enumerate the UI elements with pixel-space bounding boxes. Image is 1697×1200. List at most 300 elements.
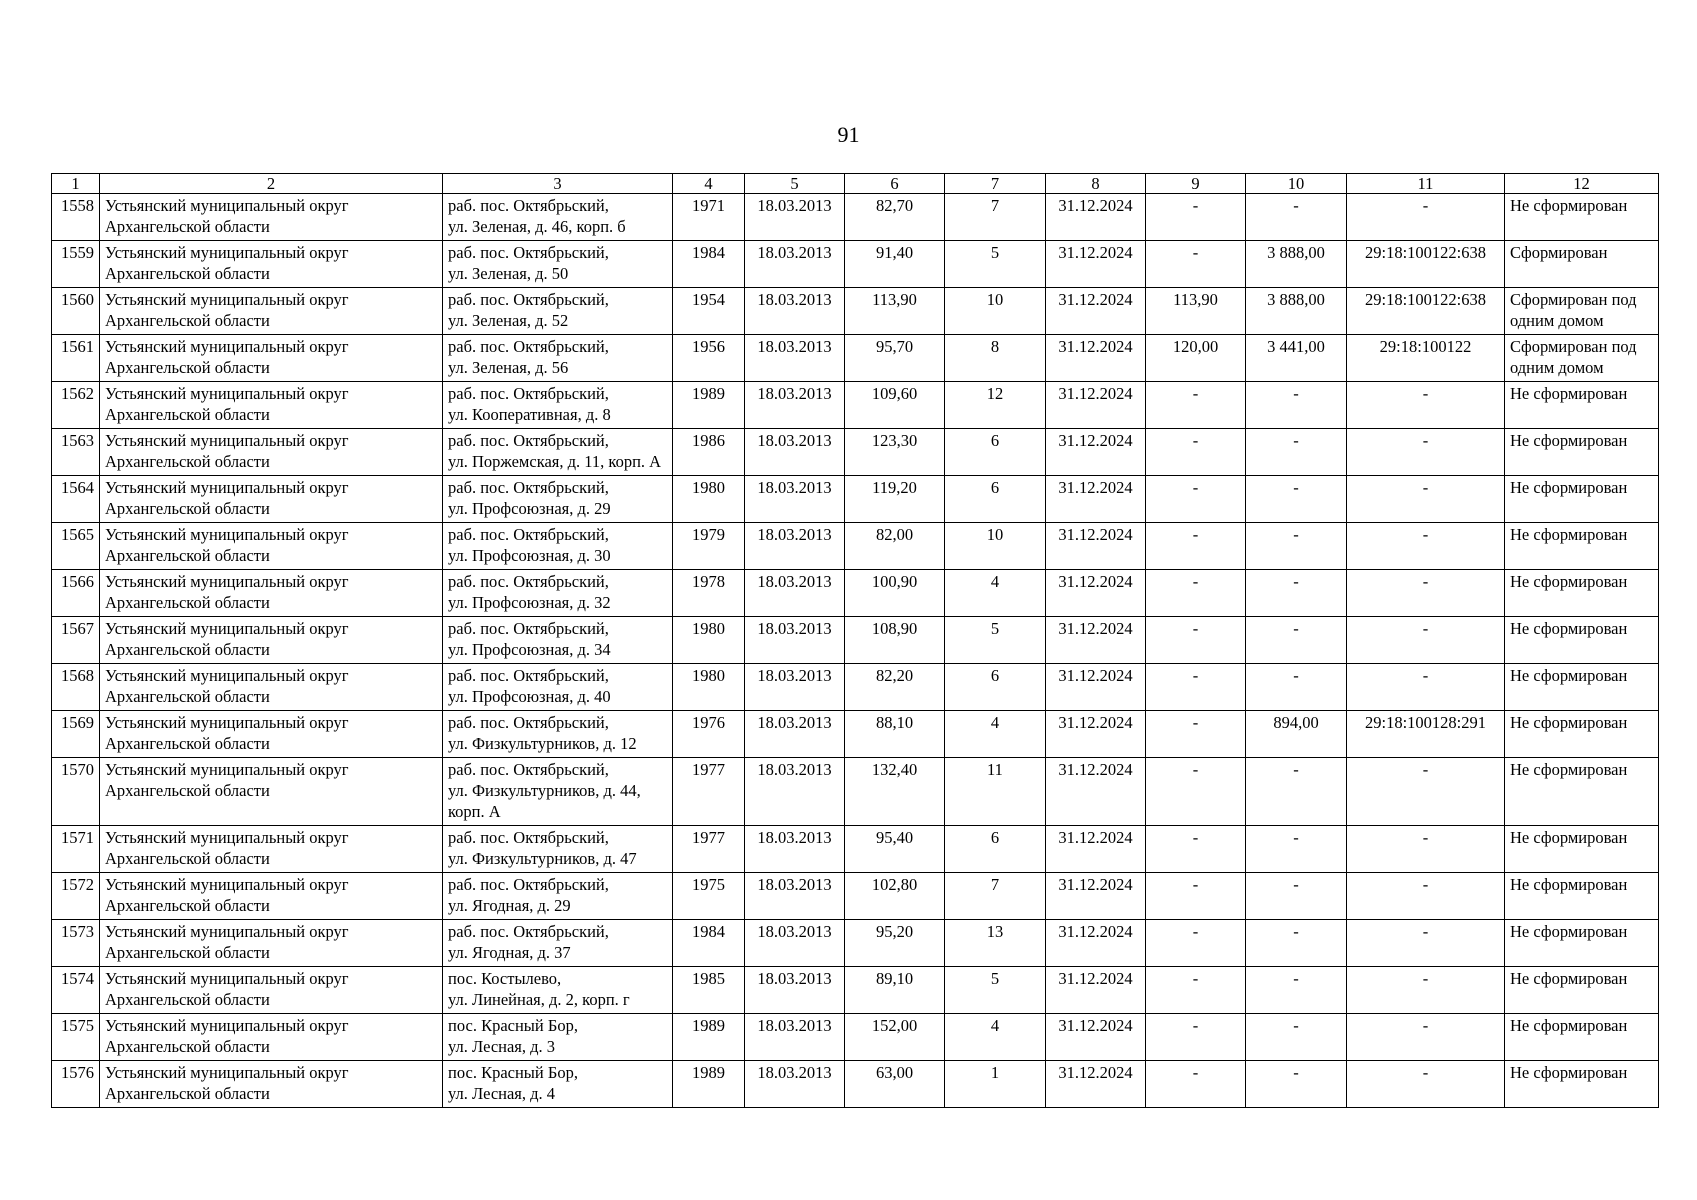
year-cell: 1989 bbox=[673, 382, 745, 429]
column-9-cell: - bbox=[1146, 711, 1246, 758]
count-cell: 10 bbox=[945, 523, 1046, 570]
table-row bbox=[52, 617, 1659, 664]
year-cell: 1984 bbox=[673, 241, 745, 288]
area-cell: 108,90 bbox=[845, 617, 945, 664]
column-9-cell: - bbox=[1146, 429, 1246, 476]
owner-cell: Устьянский муниципальный округ Архангельской области bbox=[100, 617, 443, 664]
cadastral-number-cell: - bbox=[1347, 1014, 1505, 1061]
end-date-cell: 31.12.2024 bbox=[1046, 1061, 1146, 1108]
row-number: 1563 bbox=[52, 429, 100, 476]
address-cell bbox=[443, 920, 673, 967]
cadastral-number-cell: 29:18:100128:291 bbox=[1347, 711, 1505, 758]
column-10-cell: - bbox=[1246, 194, 1347, 241]
owner-cell: Устьянский муниципальный округ Архангельской области bbox=[100, 920, 443, 967]
table-row bbox=[52, 920, 1659, 967]
column-9-cell: - bbox=[1146, 194, 1246, 241]
area-cell: 95,40 bbox=[845, 826, 945, 873]
area-cell: 100,90 bbox=[845, 570, 945, 617]
cadastral-number-cell: - bbox=[1347, 664, 1505, 711]
address-cell bbox=[443, 711, 673, 758]
address-cell bbox=[443, 1014, 673, 1061]
owner-cell: Устьянский муниципальный округ Архангельской области bbox=[100, 288, 443, 335]
address-line-2: ул. Физкультурников, д. 44, корп. А bbox=[448, 781, 641, 821]
row-number: 1566 bbox=[52, 570, 100, 617]
column-9-cell: 113,90 bbox=[1146, 288, 1246, 335]
area-cell: 132,40 bbox=[845, 758, 945, 826]
address-line-2: ул. Физкультурников, д. 12 bbox=[448, 734, 637, 753]
address-line-2: ул. Лесная, д. 4 bbox=[448, 1084, 556, 1103]
status-cell: Сформирован под одним домом bbox=[1505, 288, 1659, 335]
date-cell: 18.03.2013 bbox=[745, 873, 845, 920]
cadastral-number-cell: - bbox=[1347, 476, 1505, 523]
status-cell: Не сформирован bbox=[1505, 664, 1659, 711]
address-line-2: ул. Зеленая, д. 50 bbox=[448, 264, 569, 283]
address-line-2: ул. Лесная, д. 3 bbox=[448, 1037, 556, 1056]
area-cell: 152,00 bbox=[845, 1014, 945, 1061]
end-date-cell: 31.12.2024 bbox=[1046, 967, 1146, 1014]
column-9-cell: - bbox=[1146, 1014, 1246, 1061]
address-cell bbox=[443, 429, 673, 476]
status-cell: Сформирован под одним домом bbox=[1505, 335, 1659, 382]
area-cell: 89,10 bbox=[845, 967, 945, 1014]
column-9-cell: - bbox=[1146, 570, 1246, 617]
column-10-cell: 3 888,00 bbox=[1246, 288, 1347, 335]
address-cell bbox=[443, 241, 673, 288]
cadastral-number-cell: 29:18:100122 bbox=[1347, 335, 1505, 382]
table-row bbox=[52, 288, 1659, 335]
status-cell: Не сформирован bbox=[1505, 826, 1659, 873]
date-cell: 18.03.2013 bbox=[745, 194, 845, 241]
date-cell: 18.03.2013 bbox=[745, 241, 845, 288]
count-cell: 4 bbox=[945, 570, 1046, 617]
end-date-cell: 31.12.2024 bbox=[1046, 335, 1146, 382]
address-line-2: ул. Профсоюзная, д. 32 bbox=[448, 593, 611, 612]
owner-cell: Устьянский муниципальный округ Архангельской области bbox=[100, 429, 443, 476]
table-row bbox=[52, 873, 1659, 920]
column-header: 4 bbox=[673, 174, 745, 194]
area-cell: 123,30 bbox=[845, 429, 945, 476]
address-cell bbox=[443, 758, 673, 826]
cadastral-number-cell: - bbox=[1347, 1061, 1505, 1108]
area-cell: 95,70 bbox=[845, 335, 945, 382]
address-cell bbox=[443, 288, 673, 335]
end-date-cell: 31.12.2024 bbox=[1046, 429, 1146, 476]
row-number: 1561 bbox=[52, 335, 100, 382]
year-cell: 1971 bbox=[673, 194, 745, 241]
column-10-cell: - bbox=[1246, 617, 1347, 664]
date-cell: 18.03.2013 bbox=[745, 826, 845, 873]
address-cell bbox=[443, 476, 673, 523]
count-cell: 4 bbox=[945, 1014, 1046, 1061]
address-line-1: раб. пос. Октябрьский, bbox=[448, 922, 609, 941]
housing-registry-table bbox=[51, 173, 1659, 1108]
column-10-cell: - bbox=[1246, 476, 1347, 523]
column-header: 11 bbox=[1347, 174, 1505, 194]
cadastral-number-cell: 29:18:100122:638 bbox=[1347, 241, 1505, 288]
address-line-2: ул. Поржемская, д. 11, корп. А bbox=[448, 452, 662, 471]
count-cell: 7 bbox=[945, 194, 1046, 241]
owner-cell: Устьянский муниципальный округ Архангельской области bbox=[100, 826, 443, 873]
end-date-cell: 31.12.2024 bbox=[1046, 476, 1146, 523]
page-number: 91 bbox=[837, 122, 860, 147]
address-line-2: ул. Кооперативная, д. 8 bbox=[448, 405, 611, 424]
address-line-1: раб. пос. Октябрьский, bbox=[448, 243, 609, 262]
address-line-2: ул. Профсоюзная, д. 34 bbox=[448, 640, 611, 659]
status-cell: Не сформирован bbox=[1505, 194, 1659, 241]
row-number: 1571 bbox=[52, 826, 100, 873]
area-cell: 88,10 bbox=[845, 711, 945, 758]
date-cell: 18.03.2013 bbox=[745, 382, 845, 429]
area-cell: 63,00 bbox=[845, 1061, 945, 1108]
count-cell: 12 bbox=[945, 382, 1046, 429]
year-cell: 1984 bbox=[673, 920, 745, 967]
address-line-1: раб. пос. Октябрьский, bbox=[448, 828, 609, 847]
address-line-1: пос. Костылево, bbox=[448, 969, 562, 988]
address-cell bbox=[443, 382, 673, 429]
count-cell: 1 bbox=[945, 1061, 1046, 1108]
date-cell: 18.03.2013 bbox=[745, 617, 845, 664]
date-cell: 18.03.2013 bbox=[745, 967, 845, 1014]
status-cell: Не сформирован bbox=[1505, 873, 1659, 920]
owner-cell: Устьянский муниципальный округ Архангельской области bbox=[100, 335, 443, 382]
column-10-cell: 3 888,00 bbox=[1246, 241, 1347, 288]
column-9-cell: - bbox=[1146, 476, 1246, 523]
header-row bbox=[52, 174, 1659, 194]
column-10-cell: 894,00 bbox=[1246, 711, 1347, 758]
row-number: 1567 bbox=[52, 617, 100, 664]
table-row bbox=[52, 429, 1659, 476]
year-cell: 1989 bbox=[673, 1014, 745, 1061]
table-row bbox=[52, 382, 1659, 429]
owner-cell: Устьянский муниципальный округ Архангельской области bbox=[100, 570, 443, 617]
owner-cell: Устьянский муниципальный округ Архангельской области bbox=[100, 758, 443, 826]
cadastral-number-cell: - bbox=[1347, 194, 1505, 241]
address-line-1: раб. пос. Октябрьский, bbox=[448, 290, 609, 309]
address-line-1: пос. Красный Бор, bbox=[448, 1063, 578, 1082]
row-number: 1568 bbox=[52, 664, 100, 711]
cadastral-number-cell: - bbox=[1347, 429, 1505, 476]
area-cell: 91,40 bbox=[845, 241, 945, 288]
row-number: 1565 bbox=[52, 523, 100, 570]
owner-cell: Устьянский муниципальный округ Архангельской области bbox=[100, 711, 443, 758]
end-date-cell: 31.12.2024 bbox=[1046, 617, 1146, 664]
status-cell: Не сформирован bbox=[1505, 429, 1659, 476]
count-cell: 6 bbox=[945, 664, 1046, 711]
column-10-cell: 3 441,00 bbox=[1246, 335, 1347, 382]
year-cell: 1978 bbox=[673, 570, 745, 617]
count-cell: 6 bbox=[945, 429, 1046, 476]
area-cell: 109,60 bbox=[845, 382, 945, 429]
count-cell: 5 bbox=[945, 241, 1046, 288]
count-cell: 5 bbox=[945, 617, 1046, 664]
column-header: 6 bbox=[845, 174, 945, 194]
year-cell: 1980 bbox=[673, 617, 745, 664]
area-cell: 82,70 bbox=[845, 194, 945, 241]
column-9-cell: - bbox=[1146, 826, 1246, 873]
table-row bbox=[52, 1061, 1659, 1108]
area-cell: 102,80 bbox=[845, 873, 945, 920]
end-date-cell: 31.12.2024 bbox=[1046, 288, 1146, 335]
address-cell bbox=[443, 335, 673, 382]
column-10-cell: - bbox=[1246, 1061, 1347, 1108]
year-cell: 1985 bbox=[673, 967, 745, 1014]
table-row bbox=[52, 967, 1659, 1014]
end-date-cell: 31.12.2024 bbox=[1046, 1014, 1146, 1061]
count-cell: 10 bbox=[945, 288, 1046, 335]
owner-cell: Устьянский муниципальный округ Архангельской области bbox=[100, 194, 443, 241]
row-number: 1569 bbox=[52, 711, 100, 758]
end-date-cell: 31.12.2024 bbox=[1046, 920, 1146, 967]
address-line-1: раб. пос. Октябрьский, bbox=[448, 478, 609, 497]
column-9-cell: - bbox=[1146, 1061, 1246, 1108]
area-cell: 95,20 bbox=[845, 920, 945, 967]
row-number: 1558 bbox=[52, 194, 100, 241]
status-cell: Сформирован bbox=[1505, 241, 1659, 288]
column-9-cell: - bbox=[1146, 758, 1246, 826]
row-number: 1562 bbox=[52, 382, 100, 429]
row-number: 1573 bbox=[52, 920, 100, 967]
address-cell bbox=[443, 617, 673, 664]
end-date-cell: 31.12.2024 bbox=[1046, 241, 1146, 288]
year-cell: 1977 bbox=[673, 826, 745, 873]
address-line-2: ул. Профсоюзная, д. 29 bbox=[448, 499, 611, 518]
address-line-1: раб. пос. Октябрьский, bbox=[448, 619, 609, 638]
address-line-2: ул. Физкультурников, д. 47 bbox=[448, 849, 637, 868]
end-date-cell: 31.12.2024 bbox=[1046, 873, 1146, 920]
column-10-cell: - bbox=[1246, 1014, 1347, 1061]
date-cell: 18.03.2013 bbox=[745, 523, 845, 570]
row-number: 1559 bbox=[52, 241, 100, 288]
address-line-1: раб. пос. Октябрьский, bbox=[448, 384, 609, 403]
area-cell: 119,20 bbox=[845, 476, 945, 523]
address-line-1: раб. пос. Октябрьский, bbox=[448, 713, 609, 732]
status-cell: Не сформирован bbox=[1505, 382, 1659, 429]
column-9-cell: 120,00 bbox=[1146, 335, 1246, 382]
owner-cell: Устьянский муниципальный округ Архангельской области bbox=[100, 523, 443, 570]
count-cell: 7 bbox=[945, 873, 1046, 920]
area-cell: 82,20 bbox=[845, 664, 945, 711]
column-9-cell: - bbox=[1146, 967, 1246, 1014]
status-cell: Не сформирован bbox=[1505, 967, 1659, 1014]
cadastral-number-cell: 29:18:100122:638 bbox=[1347, 288, 1505, 335]
address-cell bbox=[443, 826, 673, 873]
column-header: 12 bbox=[1505, 174, 1659, 194]
table-row bbox=[52, 664, 1659, 711]
column-9-cell: - bbox=[1146, 873, 1246, 920]
count-cell: 8 bbox=[945, 335, 1046, 382]
table-row bbox=[52, 523, 1659, 570]
year-cell: 1989 bbox=[673, 1061, 745, 1108]
owner-cell: Устьянский муниципальный округ Архангельской области bbox=[100, 664, 443, 711]
date-cell: 18.03.2013 bbox=[745, 758, 845, 826]
end-date-cell: 31.12.2024 bbox=[1046, 664, 1146, 711]
address-line-2: ул. Линейная, д. 2, корп. г bbox=[448, 990, 630, 1009]
owner-cell: Устьянский муниципальный округ Архангельской области bbox=[100, 241, 443, 288]
date-cell: 18.03.2013 bbox=[745, 570, 845, 617]
column-10-cell: - bbox=[1246, 826, 1347, 873]
table-row bbox=[52, 758, 1659, 826]
column-9-cell: - bbox=[1146, 241, 1246, 288]
column-10-cell: - bbox=[1246, 664, 1347, 711]
address-line-1: пос. Красный Бор, bbox=[448, 1016, 578, 1035]
status-cell: Не сформирован bbox=[1505, 1014, 1659, 1061]
address-line-1: раб. пос. Октябрьский, bbox=[448, 875, 609, 894]
address-line-2: ул. Зеленая, д. 52 bbox=[448, 311, 569, 330]
date-cell: 18.03.2013 bbox=[745, 920, 845, 967]
year-cell: 1980 bbox=[673, 664, 745, 711]
owner-cell: Устьянский муниципальный округ Архангельской области bbox=[100, 873, 443, 920]
end-date-cell: 31.12.2024 bbox=[1046, 758, 1146, 826]
column-10-cell: - bbox=[1246, 570, 1347, 617]
address-line-1: раб. пос. Октябрьский, bbox=[448, 572, 609, 591]
table-row bbox=[52, 1014, 1659, 1061]
address-line-1: раб. пос. Октябрьский, bbox=[448, 666, 609, 685]
date-cell: 18.03.2013 bbox=[745, 664, 845, 711]
cadastral-number-cell: - bbox=[1347, 758, 1505, 826]
column-10-cell: - bbox=[1246, 967, 1347, 1014]
status-cell: Не сформирован bbox=[1505, 570, 1659, 617]
cadastral-number-cell: - bbox=[1347, 967, 1505, 1014]
date-cell: 18.03.2013 bbox=[745, 335, 845, 382]
table-row bbox=[52, 826, 1659, 873]
status-cell: Не сформирован bbox=[1505, 617, 1659, 664]
status-cell: Не сформирован bbox=[1505, 523, 1659, 570]
column-header: 9 bbox=[1146, 174, 1246, 194]
row-number: 1564 bbox=[52, 476, 100, 523]
column-10-cell: - bbox=[1246, 523, 1347, 570]
address-cell bbox=[443, 194, 673, 241]
end-date-cell: 31.12.2024 bbox=[1046, 711, 1146, 758]
area-cell: 113,90 bbox=[845, 288, 945, 335]
owner-cell: Устьянский муниципальный округ Архангельской области bbox=[100, 1061, 443, 1108]
table-row bbox=[52, 335, 1659, 382]
owner-cell: Устьянский муниципальный округ Архангельской области bbox=[100, 382, 443, 429]
row-number: 1570 bbox=[52, 758, 100, 826]
column-9-cell: - bbox=[1146, 382, 1246, 429]
column-header: 7 bbox=[945, 174, 1046, 194]
column-10-cell: - bbox=[1246, 429, 1347, 476]
end-date-cell: 31.12.2024 bbox=[1046, 523, 1146, 570]
column-10-cell: - bbox=[1246, 382, 1347, 429]
end-date-cell: 31.12.2024 bbox=[1046, 826, 1146, 873]
cadastral-number-cell: - bbox=[1347, 382, 1505, 429]
address-cell bbox=[443, 570, 673, 617]
cadastral-number-cell: - bbox=[1347, 826, 1505, 873]
owner-cell: Устьянский муниципальный округ Архангельской области bbox=[100, 967, 443, 1014]
status-cell: Не сформирован bbox=[1505, 476, 1659, 523]
column-header: 3 bbox=[443, 174, 673, 194]
year-cell: 1986 bbox=[673, 429, 745, 476]
address-cell bbox=[443, 873, 673, 920]
address-line-1: раб. пос. Октябрьский, bbox=[448, 196, 609, 215]
year-cell: 1980 bbox=[673, 476, 745, 523]
end-date-cell: 31.12.2024 bbox=[1046, 570, 1146, 617]
cadastral-number-cell: - bbox=[1347, 873, 1505, 920]
table-row bbox=[52, 194, 1659, 241]
column-header: 10 bbox=[1246, 174, 1347, 194]
table-row bbox=[52, 476, 1659, 523]
row-number: 1575 bbox=[52, 1014, 100, 1061]
count-cell: 5 bbox=[945, 967, 1046, 1014]
column-9-cell: - bbox=[1146, 920, 1246, 967]
column-9-cell: - bbox=[1146, 664, 1246, 711]
column-9-cell: - bbox=[1146, 617, 1246, 664]
date-cell: 18.03.2013 bbox=[745, 711, 845, 758]
table-row bbox=[52, 711, 1659, 758]
row-number: 1572 bbox=[52, 873, 100, 920]
column-header: 2 bbox=[100, 174, 443, 194]
owner-cell: Устьянский муниципальный округ Архангельской области bbox=[100, 1014, 443, 1061]
address-line-2: ул. Профсоюзная, д. 40 bbox=[448, 687, 611, 706]
year-cell: 1976 bbox=[673, 711, 745, 758]
end-date-cell: 31.12.2024 bbox=[1046, 382, 1146, 429]
year-cell: 1954 bbox=[673, 288, 745, 335]
date-cell: 18.03.2013 bbox=[745, 288, 845, 335]
column-header: 1 bbox=[52, 174, 100, 194]
cadastral-number-cell: - bbox=[1347, 570, 1505, 617]
row-number: 1574 bbox=[52, 967, 100, 1014]
column-10-cell: - bbox=[1246, 920, 1347, 967]
date-cell: 18.03.2013 bbox=[745, 476, 845, 523]
cadastral-number-cell: - bbox=[1347, 617, 1505, 664]
column-10-cell: - bbox=[1246, 758, 1347, 826]
table-row bbox=[52, 570, 1659, 617]
date-cell: 18.03.2013 bbox=[745, 1061, 845, 1108]
status-cell: Не сформирован bbox=[1505, 711, 1659, 758]
area-cell: 82,00 bbox=[845, 523, 945, 570]
row-number: 1560 bbox=[52, 288, 100, 335]
address-line-2: ул. Зеленая, д. 46, корп. б bbox=[448, 217, 626, 236]
address-line-2: ул. Профсоюзная, д. 30 bbox=[448, 546, 611, 565]
count-cell: 6 bbox=[945, 476, 1046, 523]
address-cell bbox=[443, 1061, 673, 1108]
address-line-1: раб. пос. Октябрьский, bbox=[448, 337, 609, 356]
date-cell: 18.03.2013 bbox=[745, 429, 845, 476]
column-header: 5 bbox=[745, 174, 845, 194]
address-line-1: раб. пос. Октябрьский, bbox=[448, 431, 609, 450]
status-cell: Не сформирован bbox=[1505, 758, 1659, 826]
date-cell: 18.03.2013 bbox=[745, 1014, 845, 1061]
end-date-cell: 31.12.2024 bbox=[1046, 194, 1146, 241]
count-cell: 11 bbox=[945, 758, 1046, 826]
address-cell bbox=[443, 664, 673, 711]
address-line-2: ул. Ягодная, д. 29 bbox=[448, 896, 571, 915]
address-line-2: ул. Ягодная, д. 37 bbox=[448, 943, 571, 962]
status-cell: Не сформирован bbox=[1505, 920, 1659, 967]
address-cell bbox=[443, 967, 673, 1014]
address-line-2: ул. Зеленая, д. 56 bbox=[448, 358, 569, 377]
row-number: 1576 bbox=[52, 1061, 100, 1108]
count-cell: 6 bbox=[945, 826, 1046, 873]
table-row bbox=[52, 241, 1659, 288]
year-cell: 1975 bbox=[673, 873, 745, 920]
year-cell: 1979 bbox=[673, 523, 745, 570]
address-cell bbox=[443, 523, 673, 570]
column-header: 8 bbox=[1046, 174, 1146, 194]
year-cell: 1977 bbox=[673, 758, 745, 826]
status-cell: Не сформирован bbox=[1505, 1061, 1659, 1108]
column-9-cell: - bbox=[1146, 523, 1246, 570]
count-cell: 13 bbox=[945, 920, 1046, 967]
year-cell: 1956 bbox=[673, 335, 745, 382]
cadastral-number-cell: - bbox=[1347, 920, 1505, 967]
address-line-1: раб. пос. Октябрьский, bbox=[448, 525, 609, 544]
count-cell: 4 bbox=[945, 711, 1046, 758]
owner-cell: Устьянский муниципальный округ Архангельской области bbox=[100, 476, 443, 523]
cadastral-number-cell: - bbox=[1347, 523, 1505, 570]
address-line-1: раб. пос. Октябрьский, bbox=[448, 760, 609, 779]
column-10-cell: - bbox=[1246, 873, 1347, 920]
